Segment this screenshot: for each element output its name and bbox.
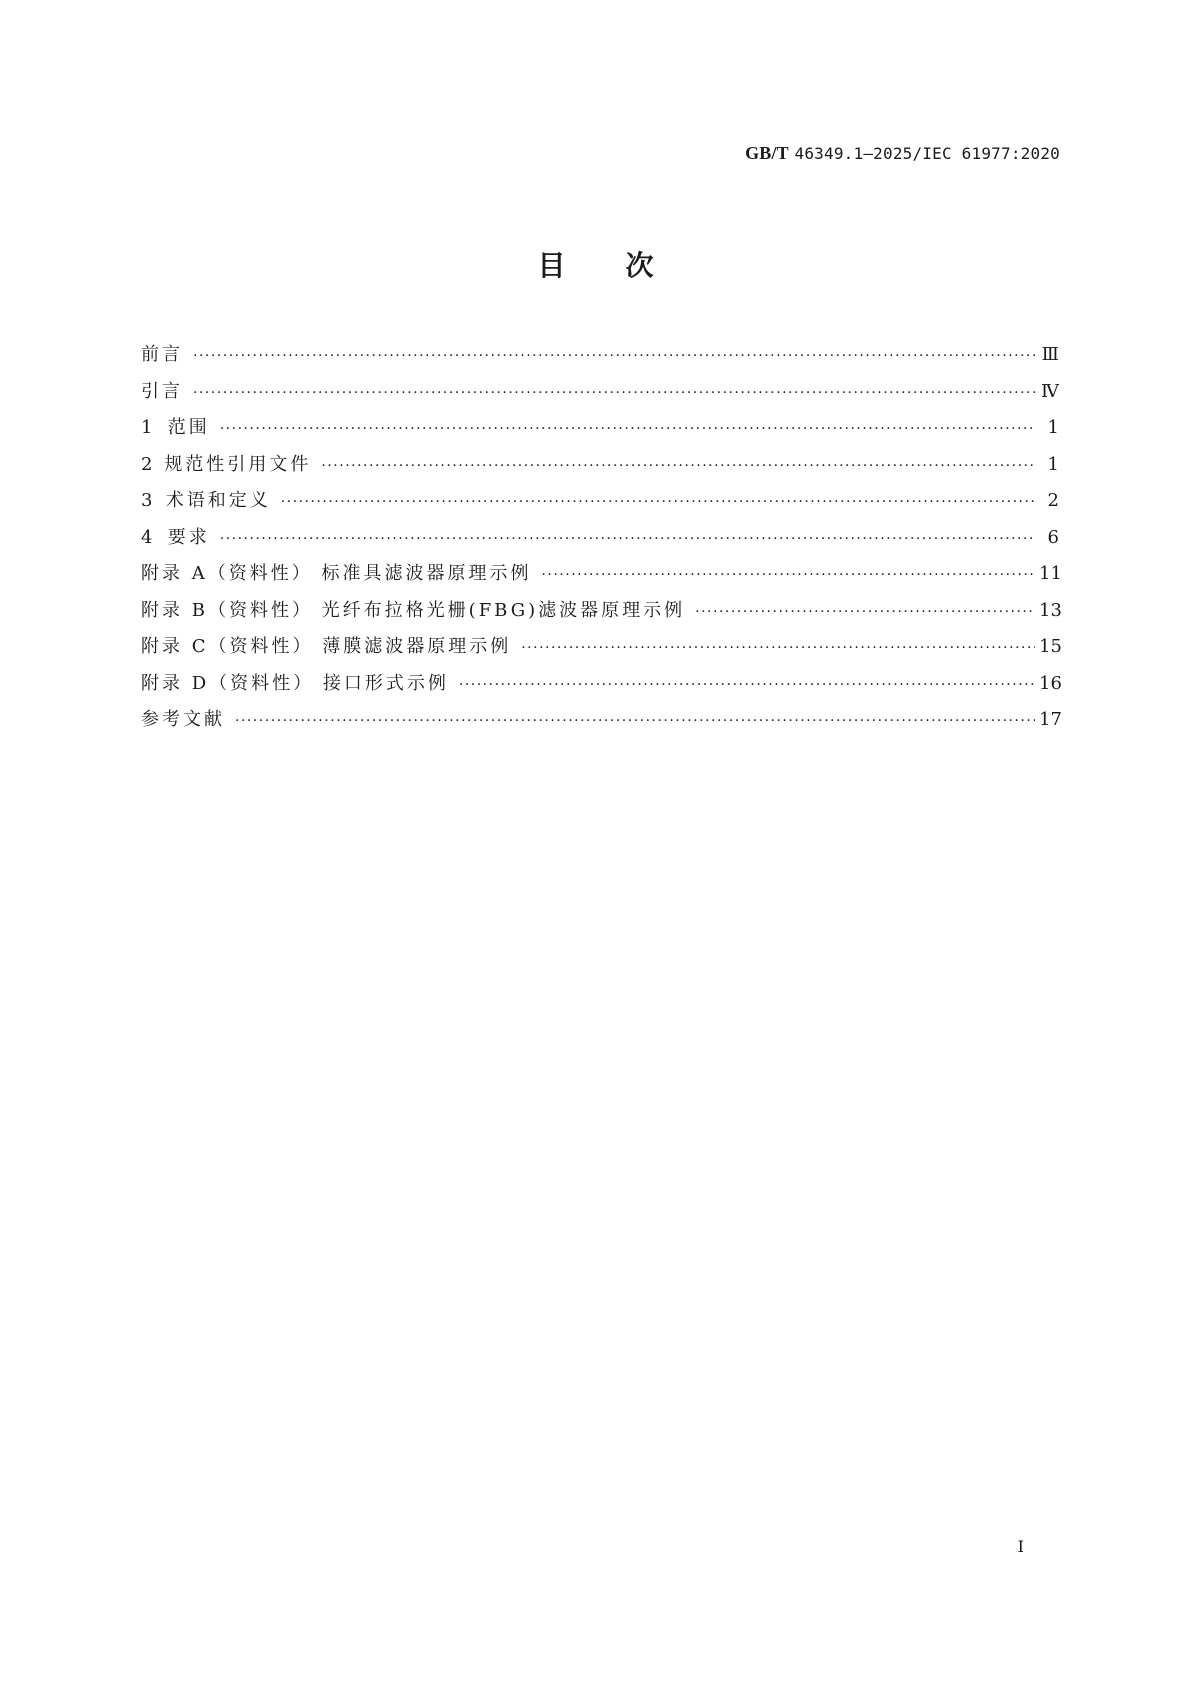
toc-entry-label: 附录 C（资料性） 薄膜滤波器原理示例 — [141, 636, 512, 657]
toc-entry-annex-a[interactable] — [141, 559, 1062, 596]
toc-entry-page: 15 — [1039, 636, 1062, 657]
toc-entry-page: 1 — [1047, 417, 1059, 438]
toc-entry-normative-references[interactable] — [141, 450, 1059, 487]
toc-entry-number: 1 — [141, 417, 153, 438]
standard-prefix: GB/T — [745, 143, 789, 163]
toc-leader-dots — [193, 348, 1035, 364]
toc-entry-label: 范围 — [167, 417, 210, 438]
toc-entry-annex-c[interactable] — [141, 632, 1062, 669]
toc-leader-dots — [695, 604, 1035, 620]
toc-entry-terms-definitions[interactable] — [141, 486, 1059, 523]
toc-entry-label: 参考文献 — [141, 709, 225, 730]
table-of-contents — [141, 340, 1062, 742]
toc-entry-label: 规范性引用文件 — [164, 453, 312, 475]
toc-leader-dots — [521, 640, 1035, 656]
toc-entry-page: 16 — [1039, 672, 1062, 694]
toc-leader-dots — [281, 494, 1035, 510]
toc-entry-label: 要求 — [167, 526, 210, 548]
standard-number: 46349.1—2025/IEC 61977:2020 — [794, 144, 1060, 163]
toc-entry-label: 附录 A（资料性） 标准具滤波器原理示例 — [141, 563, 532, 584]
toc-entry-label: 术语和定义 — [165, 490, 271, 511]
toc-leader-dots — [459, 677, 1035, 693]
toc-entry-annex-d[interactable] — [141, 669, 1062, 706]
standard-code — [745, 143, 1060, 164]
toc-entry-page: 11 — [1039, 563, 1062, 584]
toc-entry-label: 附录 D（资料性） 接口形式示例 — [141, 672, 449, 694]
toc-entry-page: 6 — [1047, 526, 1059, 548]
toc-leader-dots — [235, 713, 1035, 729]
toc-entry-page: 2 — [1047, 490, 1059, 511]
toc-title: 目次 — [537, 249, 714, 282]
toc-leader-dots — [220, 421, 1035, 437]
toc-leader-dots — [541, 567, 1035, 583]
toc-entry-introduction[interactable] — [141, 377, 1059, 414]
toc-leader-dots — [321, 458, 1035, 474]
toc-entry-page: 1 — [1047, 453, 1059, 475]
toc-entry-scope[interactable] — [141, 413, 1059, 450]
toc-leader-dots — [220, 531, 1035, 547]
toc-entry-requirements[interactable] — [141, 523, 1059, 560]
toc-entry-label: 附录 B（资料性） 光纤布拉格光栅(FBG)滤波器原理示例 — [141, 599, 686, 621]
toc-entry-number: 3 — [141, 490, 153, 511]
toc-entry-page: 17 — [1039, 709, 1062, 730]
toc-entry-bibliography[interactable] — [141, 705, 1062, 742]
toc-entry-number: 2 — [141, 453, 153, 475]
toc-entry-foreword[interactable] — [141, 340, 1059, 377]
toc-entry-label: 前言 — [141, 344, 183, 365]
toc-entry-page: 13 — [1039, 599, 1062, 621]
toc-leader-dots — [193, 385, 1035, 401]
toc-entry-label: 引言 — [141, 380, 183, 402]
toc-entry-annex-b[interactable] — [141, 596, 1062, 633]
page-number: Ⅰ — [1017, 1537, 1024, 1556]
toc-entry-page: Ⅳ — [1041, 380, 1059, 402]
toc-entry-number: 4 — [141, 526, 153, 548]
toc-entry-page: Ⅲ — [1041, 344, 1059, 365]
